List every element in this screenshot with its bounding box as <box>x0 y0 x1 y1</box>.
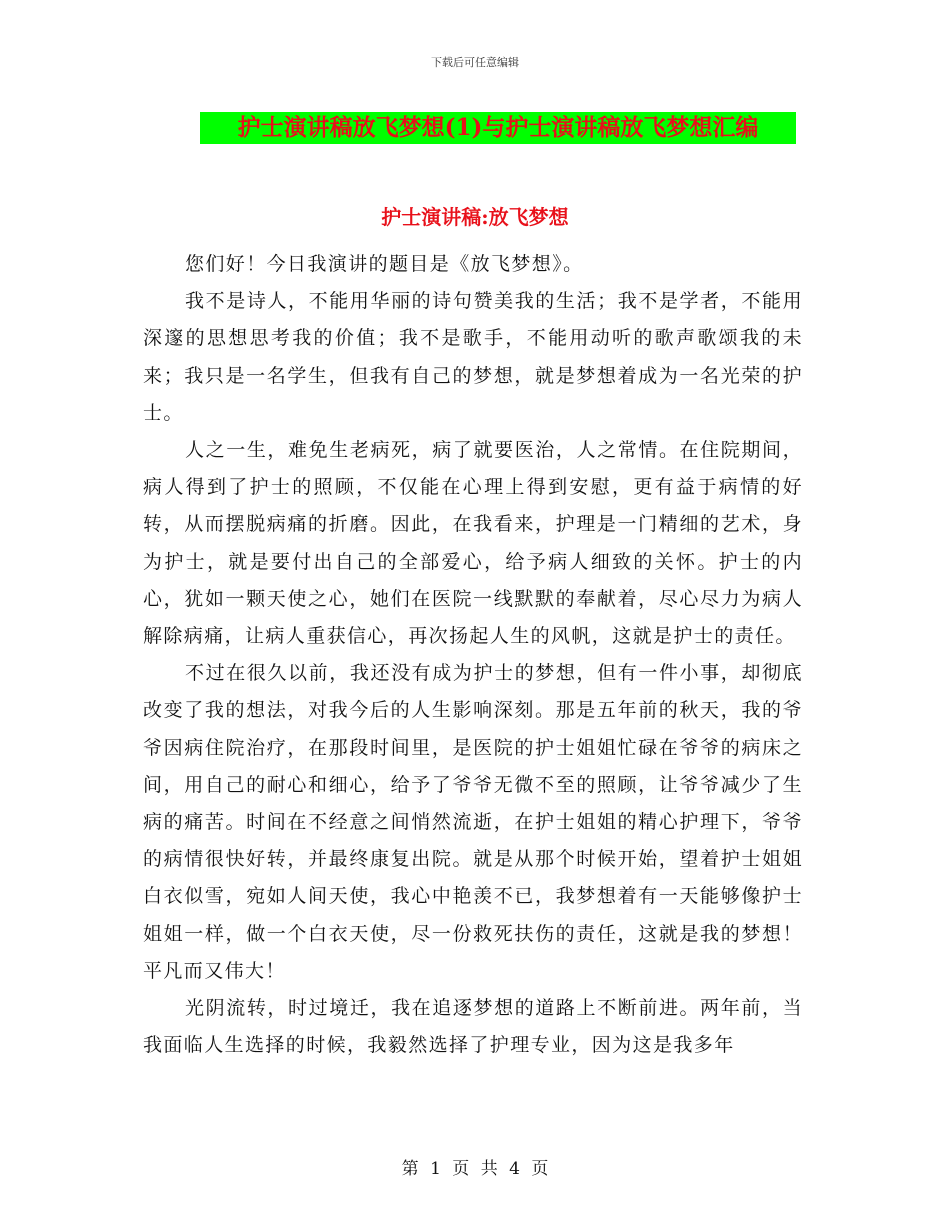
paragraph: 我不是诗人，不能用华丽的诗句赞美我的生活；我不是学者，不能用深邃的思想思考我的价值；我不是歌手，不能用动听的歌声歌颂我的未来；我只是一名学生，但我有自己的梦想，就是梦想着成为一名光荣的护士。 <box>143 290 803 424</box>
speech-subtitle: 护士演讲稿:放飞梦想 <box>381 205 569 229</box>
paragraph: 不过在很久以前，我还没有成为护士的梦想，但有一件小事，却彻底改变了我的想法，对我今后的人生影响深刻。那是五年前的秋天，我的爷爷因病住院治疗，在那段时间里，是医院的护士姐姐忙碌在爷爷的病床之间，用自己的耐心和细心，给予了爷爷无微不至的照顾，让爷爷减少了生病的痛苦。时间在不经意之间悄然流逝，在护士姐姐的精心护理下，爷爷的病情很快好转，并最终康复出院。就是从那个时候开始，望着护士姐姐白衣似雪，宛如人间天使，我心中艳羡不已，我梦想着有一天能够像护士姐姐一样，做一个白衣天使，尽一份救死扶伤的责任，这就是我的梦想！平凡而又伟大！ <box>143 662 803 982</box>
paragraph: 光阴流转，时过境迁，我在追逐梦想的道路上不断前进。两年前，当我面临人生选择的时候，我毅然选择了护理专业，因为这是我多年 <box>143 997 803 1057</box>
page-number: 第 1 页 共 4 页 <box>401 1159 549 1179</box>
speech-body <box>143 246 803 1064</box>
paragraph: 人之一生，难免生老病死，病了就要医治，人之常情。在住院期间，病人得到了护士的照顾，不仅能在心理上得到安慰，更有益于病情的好转，从而摆脱病痛的折磨。因此，在我看来，护理是一门精细的艺术，身为护士，就是要付出自己的全部爱心，给予病人细致的关怀。护士的内心，犹如一颗天使之心，她们在医院一线默默的奉献着，尽心尽力为病人解除病痛，让病人重获信心，再次扬起人生的风帆，这就是护士的责任。 <box>143 439 803 648</box>
document-title: 护士演讲稿放飞梦想(1)与护士演讲稿放飞梦想汇编 <box>200 112 796 144</box>
header-note: 下载后可任意编辑 <box>431 56 519 69</box>
paragraph: 您们好！今日我演讲的题目是《放飞梦想》。 <box>185 253 584 275</box>
